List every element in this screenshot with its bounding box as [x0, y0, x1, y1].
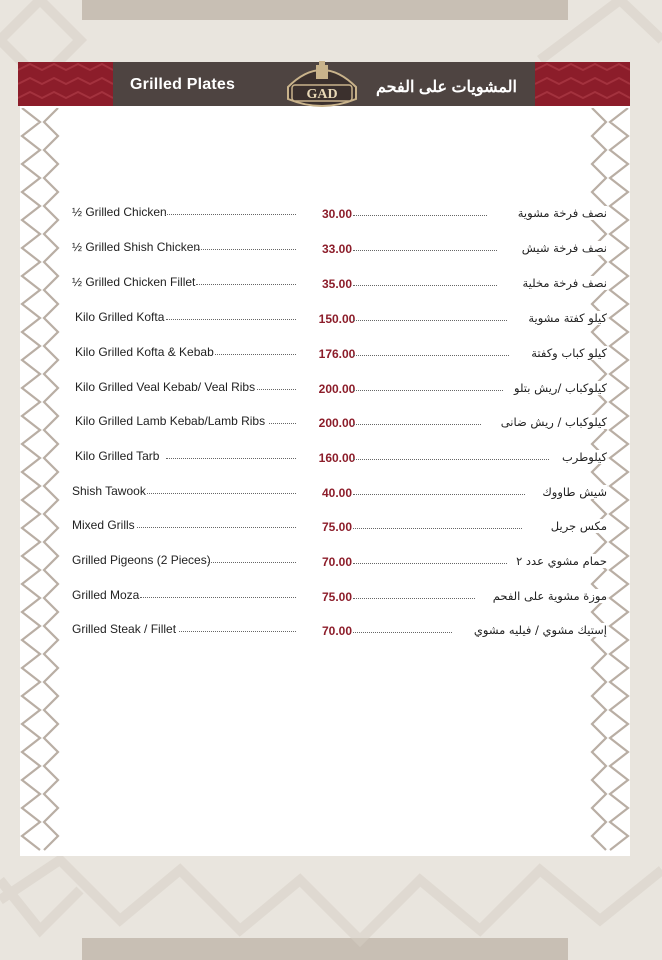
item-name-en: Kilo Grilled Lamb Kebab/Lamb Ribs	[75, 414, 266, 428]
item-name-en: Grilled Pigeons (2 Pieces)	[72, 553, 211, 567]
item-name-ar: نصف فرخة مشوية	[515, 206, 607, 220]
section-title-en: Grilled Plates	[130, 76, 236, 93]
item-name-ar: كيلو كباب وكفتة	[528, 346, 607, 360]
menu-item	[72, 240, 607, 260]
section-title-ar: المشويات على الفحم	[376, 79, 517, 96]
menu-item	[72, 518, 607, 538]
leader-dots	[196, 284, 296, 285]
menu-item	[72, 275, 607, 295]
menu-item	[72, 205, 607, 225]
item-price: 160.00	[318, 451, 356, 465]
leader-dots	[353, 563, 507, 564]
leader-dots	[166, 458, 296, 459]
item-name-en: Grilled Steak / Fillet	[72, 622, 177, 636]
leader-dots	[269, 423, 296, 424]
item-price: 75.00	[321, 590, 353, 604]
item-price: 176.00	[318, 347, 356, 361]
leader-dots	[257, 389, 296, 390]
leader-dots	[353, 494, 525, 495]
item-price: 75.00	[321, 520, 353, 534]
item-name-en: Mixed Grills	[72, 518, 135, 532]
item-name-en: Shish Tawook	[72, 484, 146, 498]
leader-dots	[353, 320, 507, 321]
left-pattern-border	[20, 108, 60, 854]
leader-dots	[166, 319, 296, 320]
menu-item	[72, 484, 607, 504]
leader-dots	[353, 215, 487, 216]
leader-dots	[353, 459, 549, 460]
leader-dots	[353, 390, 503, 391]
menu-item	[72, 345, 607, 365]
item-price: 40.00	[321, 486, 353, 500]
item-name-ar: كيلوكباب / ريش ضانى	[498, 415, 607, 429]
item-price: 35.00	[321, 277, 353, 291]
item-name-ar: موزة مشوية على الفحم	[490, 589, 607, 603]
item-price: 33.00	[321, 242, 353, 256]
item-name-en: ½ Grilled Chicken	[72, 205, 167, 219]
header-texture-left	[18, 62, 113, 106]
leader-dots	[353, 424, 481, 425]
item-price: 200.00	[318, 382, 356, 396]
leader-dots	[179, 631, 296, 632]
menu-item	[72, 310, 607, 330]
item-price: 30.00	[321, 207, 353, 221]
menu-item	[72, 622, 607, 642]
leader-dots	[353, 528, 522, 529]
menu-item	[72, 588, 607, 608]
leader-dots	[353, 355, 509, 356]
leader-dots	[215, 354, 296, 355]
item-name-ar: كيلو كفتة مشوية	[525, 311, 607, 325]
item-name-en: Grilled Moza	[72, 588, 140, 602]
menu-item	[72, 449, 607, 469]
item-name-en: ½ Grilled Chicken Fillet	[72, 275, 196, 289]
leader-dots	[165, 214, 296, 215]
leader-dots	[140, 597, 296, 598]
item-name-en: Kilo Grilled Tarb	[75, 449, 160, 463]
item-name-en: Kilo Grilled Kofta	[75, 310, 165, 324]
leader-dots	[137, 527, 296, 528]
item-name-ar: كيلوكباب /ريش بتلو	[511, 381, 607, 395]
item-price: 70.00	[321, 624, 353, 638]
item-name-en: ½ Grilled Shish Chicken	[72, 240, 201, 254]
item-name-ar: مكس جريل	[548, 519, 607, 533]
menu-item	[72, 380, 607, 400]
item-price: 70.00	[321, 555, 353, 569]
item-name-ar: نصف فرخة شيش	[519, 241, 607, 255]
leader-dots	[353, 250, 497, 251]
menu-item	[72, 553, 607, 573]
item-name-ar: إستيك مشوي / فيليه مشوي	[471, 623, 607, 637]
menu-item	[72, 414, 607, 434]
item-price: 200.00	[318, 416, 356, 430]
item-name-ar: نصف فرخة مخلية	[519, 276, 607, 290]
item-name-ar: حمام مشوي عدد ٢	[513, 554, 607, 568]
item-name-ar: كيلوطرب	[559, 450, 607, 464]
leader-dots	[353, 598, 475, 599]
leader-dots	[353, 632, 452, 633]
leader-dots	[147, 493, 296, 494]
item-price: 150.00	[318, 312, 356, 326]
leader-dots	[208, 562, 296, 563]
item-name-en: Kilo Grilled Kofta & Kebab	[75, 345, 214, 359]
leader-dots	[196, 249, 296, 250]
item-name-en: Kilo Grilled Veal Kebab/ Veal Ribs	[75, 380, 256, 394]
leader-dots	[353, 285, 497, 286]
header-texture-right	[535, 62, 630, 106]
logo-text: GAD	[306, 87, 338, 102]
gad-logo	[282, 57, 362, 109]
item-name-ar: شيش طاووك	[539, 485, 607, 499]
